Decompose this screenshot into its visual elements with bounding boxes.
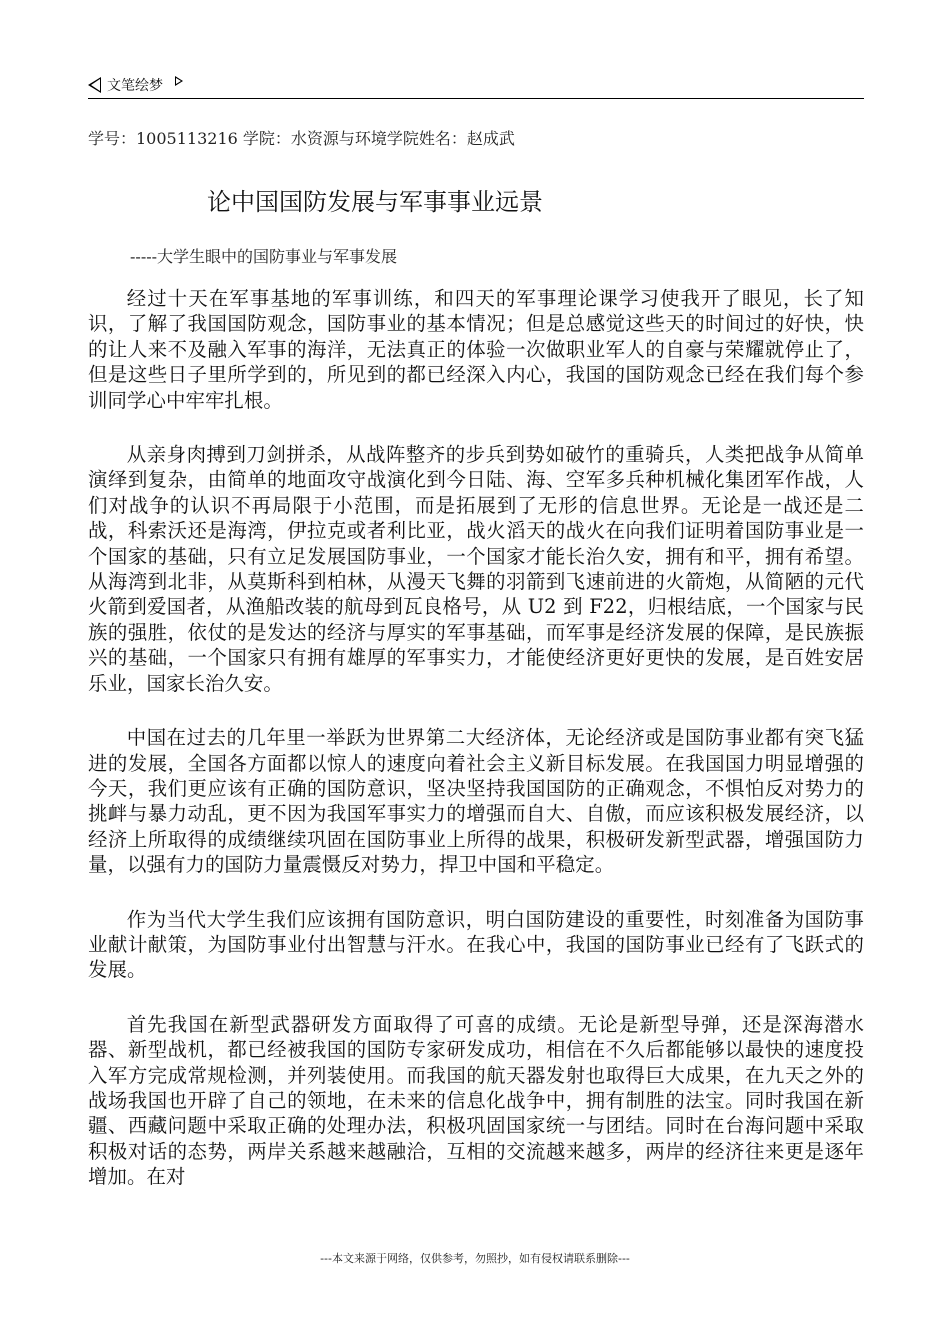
paragraph: 中国在过去的几年里一举跃为世界第二大经济体，无论经济或是国防事业都有突飞猛进的发展，全国各方面都以惊人的速度向着社会主义新目标发展。在我国国力明显增强的今天，我们更应该有正确的国防意识，坚决坚持我国国防的正确观念，不惧怕反对势力的挑衅与暴力动乱，更不因为我国军事实力的增强而自大、自傲，而应该积极发展经济，以经济上所取得的成绩继续巩固在国防事业上所得的战果，积极研发新型武器，增强国防力量，以强有力的国防力量震慑反对势力，捍卫中国和平稳定。 xyxy=(88,726,864,877)
paragraph: 经过十天在军事基地的军事训练，和四天的军事理论课学习使我开了眼见，长了知识，了解了我国国防观念，国防事业的基本情况；但是总感觉这些天的时间过的好快，快的让人来不及融入军事的海洋，无法真正的体验一次做职业军人的自豪与荣耀就停止了，但是这些日子里所学到的，所见到的都已经深入内心，我国的国防观念已经在我们每个参训同学心中牢牢扎根。 xyxy=(88,287,864,412)
page-header xyxy=(88,72,864,99)
triangle-left-icon xyxy=(88,77,101,93)
page-footer: ---本文来源于网络，仅供参考，勿照抄，如有侵权请联系删除--- xyxy=(320,1252,630,1265)
student-info-line: 学号：1005113216 学院：水资源与环境学院姓名：赵成武 xyxy=(88,129,515,148)
paragraph: 从亲身肉搏到刀剑拼杀，从战阵整齐的步兵到势如破竹的重骑兵，人类把战争从简单演绎到复杂，由简单的地面攻守战演化到今日陆、海、空军多兵种机械化集团军作战，人们对战争的认识不再局限于小范围，而是拓展到了无形的信息世界。无论是一战还是二战，科索沃还是海湾，伊拉克或者利比亚，战火滔天的战火在向我们证明着国防事业是一个国家的基础，只有立足发展国防事业，一个国家才能长治久安，拥有和平，拥有希望。从海湾到北非，从莫斯科到柏林，从漫天飞舞的羽箭到飞速前进的火箭炮，从简陋的元代火箭到爱国者，从渔船改装的航母到瓦良格号，从 U2 到 F22，归根结底，一个国家与民族的强胜，依仗的是发达的经济与厚实的军事基础，而军事是经济发展的保障，是民族振兴的基础，一个国家只有拥有雄厚的军事实力，才能使经济更好更快的发展，是百姓安居乐业，国家长治久安。 xyxy=(88,443,864,695)
triangle-right-icon xyxy=(175,76,183,86)
paragraph: 作为当代大学生我们应该拥有国防意识，明白国防建设的重要性，时刻准备为国防事业献计献策，为国防事业付出智慧与汗水。在我心中，我国的国防事业已经有了飞跃式的发展。 xyxy=(88,907,864,982)
document-subtitle: -----大学生眼中的国防事业与军事发展 xyxy=(130,247,398,266)
document-title: 论中国国防发展与军事事业远景 xyxy=(207,188,543,216)
header-brand: 文笔绘梦 xyxy=(107,78,163,94)
paragraph: 首先我国在新型武器研发方面取得了可喜的成绩。无论是新型导弹，还是深海潜水器、新型战机，都已经被我国的国防专家研发成功，相信在不久后都能够以最快的速度投入军方完成常规检测，并列装使用。而我国的航天器发射也取得巨大成果，在九天之外的战场我国也开辟了自己的领地，在未来的信息化战争中，拥有制胜的法宝。同时我国在新疆、西藏问题中采取正确的处理办法，积极巩固国家统一与团结。同时在台海问题中采取积极对话的态势，两岸关系越来越融洽，互相的交流越来越多，两岸的经济往来更是逐年增加。在对 xyxy=(88,1012,864,1189)
document-body xyxy=(88,286,864,1219)
